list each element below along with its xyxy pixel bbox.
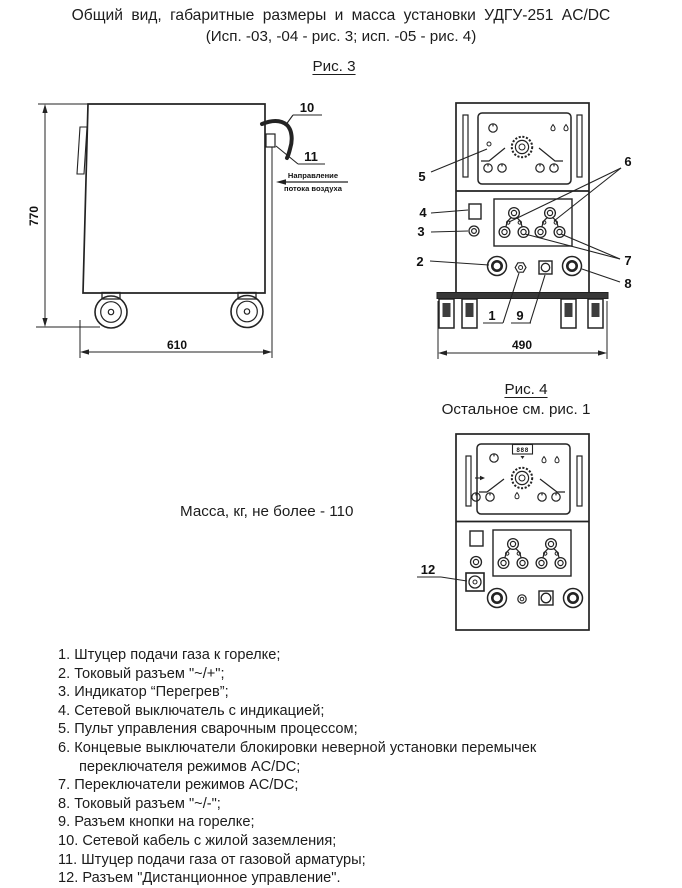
current-dial: [512, 468, 532, 488]
legend-item: 10. Сетевой кабель с жилой заземления;: [58, 832, 337, 849]
legend-item: 2. Токовый разъем "~/+";: [58, 665, 225, 682]
callout-11: 11: [304, 149, 318, 164]
handle-right: [577, 115, 582, 177]
torch-button-connector: [539, 261, 552, 274]
callout-4: 4: [419, 205, 427, 220]
machine-body-side: [77, 104, 265, 293]
overheat-indicator: [469, 226, 479, 236]
panel-knob: [484, 164, 492, 172]
gas-fitting: [266, 134, 275, 147]
legend-item: 4. Сетевой выключатель с индикацией;: [58, 702, 325, 719]
legend-item: 1. Штуцер подачи газа к горелке;: [58, 647, 281, 663]
legend-list: [58, 646, 606, 888]
handle-left: [463, 115, 468, 177]
mass-note: Масса, кг, не более - 110: [180, 503, 354, 520]
panel-indicator-icon: [487, 142, 491, 146]
legend-item: 11. Штуцер подачи газа от газовой арматуры;: [58, 851, 366, 868]
overheat-indicator: [471, 557, 482, 568]
dim-width-side-label: 610: [166, 338, 188, 352]
callout-8: 8: [624, 276, 632, 291]
callout-3: 3: [417, 224, 425, 239]
mains-switch: [469, 204, 481, 219]
fig3-side-view-drawing: [0, 85, 380, 377]
panel-knob: [486, 493, 494, 501]
legend-item: 9. Разъем кнопки на горелке;: [58, 814, 255, 831]
castor: [561, 299, 576, 328]
dim-height-label: 770: [27, 205, 41, 227]
legend-item: 6. Концевые выключатели блокировки неверной установки перемычек переключателя режимов AC/DC;: [58, 739, 537, 775]
airflow-label-line1: Направление: [287, 171, 339, 180]
callout-2: 2: [416, 254, 424, 269]
mode-switch-cluster: [535, 208, 565, 238]
figure4-note: Остальное см. рис. 1: [441, 401, 591, 418]
current-dial: [512, 137, 532, 157]
panel-knob: [552, 493, 560, 501]
fig3-front-view-drawing: [400, 85, 662, 385]
page-title: Общий вид, габаритные размеры и масса установки УДГУ-251 AC/DC: [71, 7, 611, 24]
gas-drop-icon: [515, 493, 519, 499]
handle-right: [577, 456, 582, 506]
control-panel: [478, 113, 571, 184]
legend-item: 12. Разъем "Дистанционное управление".: [58, 870, 341, 887]
callout-12: 12: [420, 562, 436, 577]
torch-button-connector: [539, 591, 553, 605]
legend-item: 7. Переключатели режимов AC/DC;: [58, 777, 299, 794]
panel-knob: [498, 164, 506, 172]
callout-10: 10: [299, 100, 315, 115]
castor: [588, 299, 603, 328]
figure3-caption: Рис. 3: [312, 58, 356, 75]
panel-knob: [538, 493, 546, 501]
dim-width-front-label: 490: [511, 338, 533, 352]
callout-6: 6: [624, 154, 632, 169]
castor-wheel-right: [231, 293, 263, 328]
legend-item: 8. Токовый разъем "~/-";: [58, 795, 221, 812]
mode-switch-cluster: [499, 208, 529, 238]
panel-knob: [550, 164, 558, 172]
svg-text:888: 888: [516, 447, 529, 454]
gas-drop-icon: [542, 457, 546, 463]
gas-drop-icon: [551, 125, 555, 131]
panel-knob: [472, 493, 480, 501]
gas-drop-icon: [564, 125, 568, 131]
callout-5: 5: [418, 169, 426, 184]
panel-knob: [490, 454, 498, 462]
current-connector-plus: [488, 257, 507, 276]
figure4-caption: Рис. 4: [504, 381, 548, 398]
castor-wheel-left: [95, 293, 127, 329]
digital-display: [513, 445, 533, 460]
handle-left: [466, 456, 471, 506]
control-panel: [472, 444, 570, 514]
mode-switch-group-box: [494, 199, 572, 246]
callout-9: 9: [516, 308, 524, 323]
current-connector-minus: [563, 257, 582, 276]
legend-item: 5. Пульт управления сварочным процессом;: [58, 721, 358, 738]
legend-item: 3. Индикатор “Перегрев”;: [58, 684, 229, 701]
mode-switch-cluster: [536, 539, 566, 569]
fig4-front-view-drawing: [400, 425, 662, 639]
page-subtitle: (Исп. -03, -04 - рис. 3; исп. -05 - рис. 4): [205, 28, 477, 45]
mode-switch-group-box: [493, 530, 571, 576]
gas-outlet-fitting: [515, 263, 526, 272]
dimension-610: [80, 320, 272, 358]
base-bar: [437, 293, 608, 299]
mains-switch: [470, 531, 483, 546]
gas-drop-icon: [555, 457, 559, 463]
gas-outlet-fitting: [518, 595, 526, 603]
current-connector-plus: [488, 589, 507, 608]
panel-knob: [536, 164, 544, 172]
panel-knob: [489, 124, 497, 132]
mode-switch-cluster: [498, 539, 528, 569]
castor: [439, 299, 454, 328]
callout-7: 7: [624, 253, 632, 268]
callout-leaders: [417, 577, 467, 581]
remote-control-connector: [466, 573, 484, 591]
castor: [462, 299, 477, 328]
airflow-label-line2: потока воздуха: [284, 184, 342, 193]
callout-1: 1: [488, 308, 496, 323]
current-connector-minus: [564, 589, 583, 608]
